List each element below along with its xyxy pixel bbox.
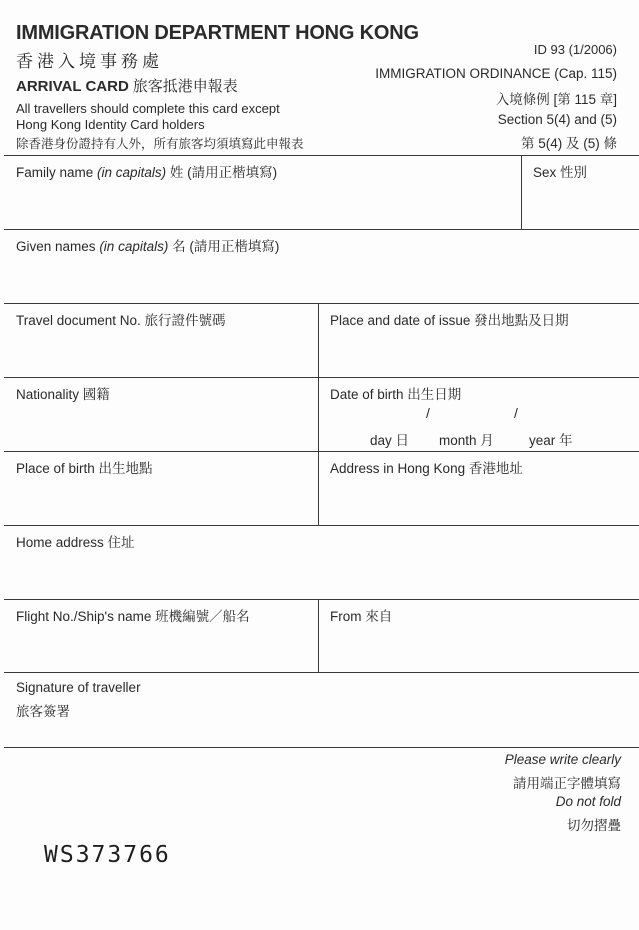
divider (521, 155, 522, 229)
write-clearly-note-zh: 請用端正字體填寫 (513, 776, 621, 791)
dob-separator: / (426, 405, 430, 421)
write-clearly-note: Please write clearly (504, 752, 621, 767)
signature-label-zh: 旅客簽署 (16, 704, 70, 719)
form-id: ID 93 (1/2006) (533, 42, 617, 57)
serial-number: WS373766 (44, 842, 171, 868)
dob-month-label: month 月 (439, 433, 494, 448)
place-of-birth-field[interactable]: Place of birth 出生地點 (16, 461, 153, 476)
divider (4, 155, 639, 156)
given-names-hint: (in capitals) (99, 239, 169, 254)
given-names-field[interactable] (16, 235, 279, 255)
divider (4, 451, 639, 452)
divider (4, 229, 639, 230)
divider (4, 525, 639, 526)
dob-separator: / (514, 405, 518, 421)
family-name-hint: (in capitals) (97, 165, 167, 180)
ordinance-zh: 入境條例 [第 115 章] (495, 92, 617, 107)
family-name-label: Family name (16, 165, 94, 180)
card-title-en: ARRIVAL CARD (16, 78, 129, 95)
place-date-issue-field[interactable]: Place and date of issue 發出地點及日期 (330, 313, 569, 328)
home-address-field[interactable]: Home address 住址 (16, 535, 135, 550)
section-en: Section 5(4) and (5) (497, 112, 617, 127)
card-title-zh: 旅客抵港申報表 (132, 78, 238, 95)
department-title: IMMIGRATION DEPARTMENT HONG KONG (16, 22, 419, 44)
dob-year-label: year 年 (529, 433, 573, 448)
travel-document-field[interactable]: Travel document No. 旅行證件號碼 (16, 313, 226, 328)
from-field[interactable]: From 來自 (330, 609, 393, 624)
intro-line-3-zh: 除香港身份證持有人外，所有旅客均須填寫此申報表 (16, 137, 304, 151)
intro-line-2: Hong Kong Identity Card holders (16, 117, 205, 132)
divider (4, 377, 639, 378)
family-name-zh: 姓 (請用正楷填寫) (169, 165, 278, 180)
divider (4, 303, 639, 304)
family-name-field[interactable] (16, 161, 277, 181)
dob-day-label: day 日 (370, 433, 410, 448)
nationality-field[interactable]: Nationality 國籍 (16, 387, 110, 402)
divider (318, 303, 319, 525)
signature-label[interactable]: Signature of traveller (16, 680, 141, 695)
flight-no-field[interactable]: Flight No./Ship's name 班機編號／船名 (16, 609, 250, 624)
section-zh: 第 5(4) 及 (5) 條 (520, 136, 617, 151)
sex-field[interactable]: Sex 性別 (533, 165, 588, 180)
divider (318, 599, 319, 672)
divider (4, 747, 639, 748)
do-not-fold-note-zh: 切勿摺疊 (567, 818, 621, 833)
department-title-zh: 香港入境事務處 (16, 52, 163, 71)
given-names-label: Given names (16, 239, 96, 254)
ordinance-en: IMMIGRATION ORDINANCE (Cap. 115) (375, 66, 617, 81)
card-title (16, 75, 238, 96)
divider (4, 672, 639, 673)
given-names-zh: 名 (請用正楷填寫) (172, 239, 280, 254)
divider (4, 599, 639, 600)
address-hk-field[interactable]: Address in Hong Kong 香港地址 (330, 461, 523, 476)
date-of-birth-field[interactable]: Date of birth 出生日期 (330, 387, 462, 402)
do-not-fold-note: Do not fold (555, 794, 621, 809)
intro-line-1: All travellers should complete this card except (16, 101, 280, 116)
